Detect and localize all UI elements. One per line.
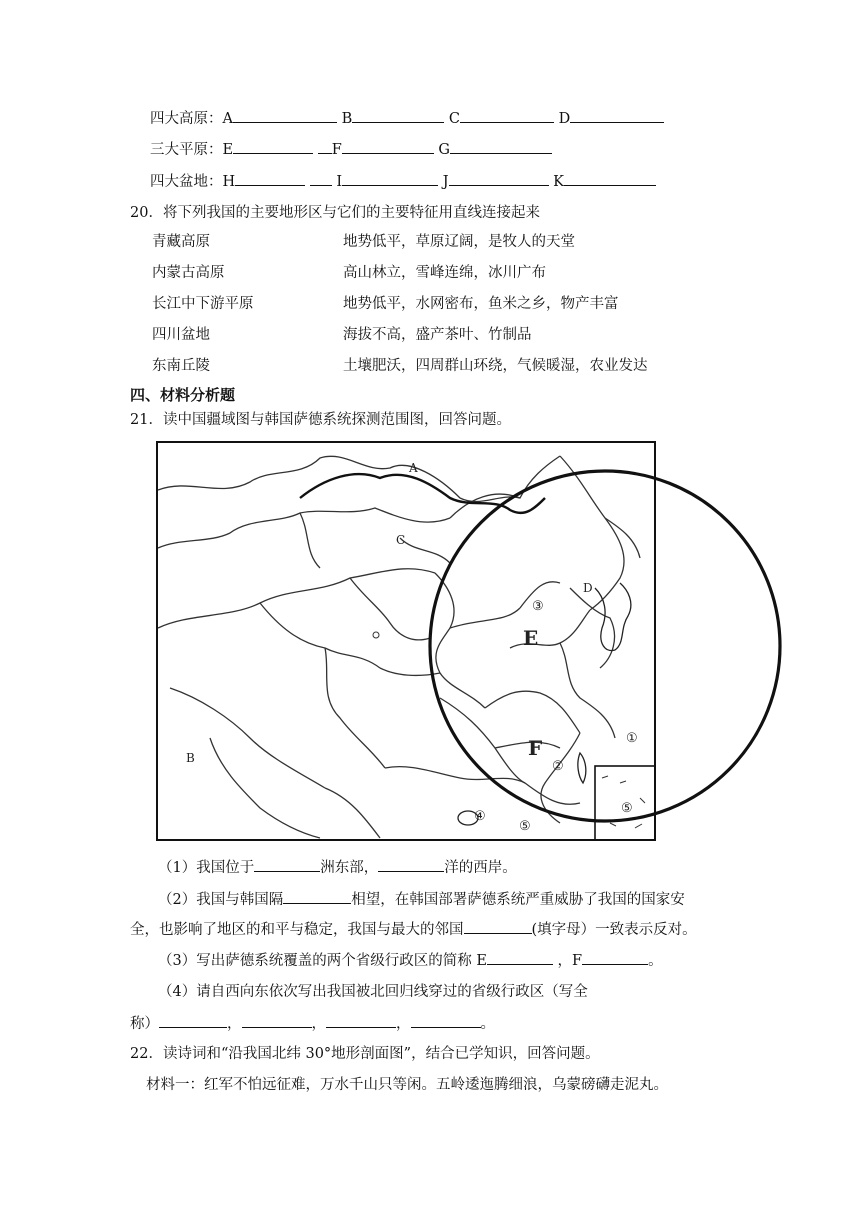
blank-ocean[interactable] [378, 857, 444, 872]
label-f: F [528, 736, 543, 760]
q20-region[interactable]: 内蒙古高原 [152, 265, 225, 281]
plain-letter-g: G [438, 142, 450, 158]
label-n3: ③ [532, 599, 544, 614]
q19-plateaus-label: 四大高原： [150, 111, 223, 127]
basin-letter-j: J [442, 174, 449, 190]
blank-basin-h[interactable] [235, 171, 305, 186]
basin-letter-i: I [336, 174, 343, 190]
blank-plain-g[interactable] [450, 139, 552, 154]
blank-plateau-a[interactable] [233, 108, 337, 123]
blank-sea[interactable] [283, 889, 351, 904]
label-e: E [523, 626, 539, 650]
q19-basins-line [150, 170, 656, 191]
q20-feature[interactable]: 地势低平，水网密布，鱼米之乡，物产丰富 [343, 296, 619, 312]
blank-plateau-d[interactable] [570, 108, 664, 123]
q21-p2b: 全，也影响了地区的和平与稳定，我国与最大的邻国 (填字母）一致表示反对。 [130, 918, 697, 939]
label-n2: ② [552, 759, 564, 774]
blank-f[interactable] [582, 950, 648, 965]
q19-plateaus-line [150, 107, 664, 128]
blank-prov1[interactable] [159, 1013, 227, 1028]
label-n5a: ⑤ [519, 819, 531, 834]
basin-letter-h: H [222, 174, 236, 190]
section-title: 四、材料分析题 [130, 386, 236, 404]
blank-prov2[interactable] [242, 1013, 312, 1028]
q21-p4a: （4）请自西向东依次写出我国被北回归线穿过的省级行政区（写全 [158, 984, 588, 1000]
label-n5b: ⑤ [621, 801, 633, 816]
blank-plateau-c[interactable] [460, 108, 554, 123]
q19-basins-label: 四大盆地： [150, 174, 223, 190]
blank-basin-j[interactable] [449, 171, 549, 186]
blank-prov4[interactable] [411, 1013, 481, 1028]
q20-region[interactable]: 青藏高原 [152, 234, 210, 250]
q21-p4b: 称） ， ， ， 。 [130, 1012, 495, 1033]
plateau-letter-d: D [558, 111, 571, 127]
blank-prov3[interactable] [326, 1013, 396, 1028]
q19-plains-label: 三大平原： [150, 142, 223, 158]
label-n1: ① [626, 731, 638, 746]
q20-region[interactable]: 长江中下游平原 [152, 296, 254, 312]
q20-feature[interactable]: 高山林立，雪峰连绵，冰川广布 [343, 265, 546, 281]
q22-title: 22．读诗词和“沿我国北纬 30°地形剖面图”，结合已学知识，回答问题。 [130, 1046, 600, 1062]
china-map [150, 438, 785, 848]
q20-feature[interactable]: 地势低平，草原辽阔，是牧人的天堂 [343, 234, 575, 250]
plain-letter-e: E [222, 142, 234, 158]
blank-plain-e[interactable] [233, 139, 313, 154]
label-c: C [396, 533, 406, 547]
label-d: D [583, 581, 593, 595]
blank-plain-e2[interactable] [318, 139, 332, 154]
blank-basin-i[interactable] [342, 171, 438, 186]
blank-e[interactable] [487, 950, 553, 965]
plain-letter-f: F [331, 142, 342, 158]
q21-p1: （1）我国位于 洲东部， 洋的西岸。 [158, 856, 517, 877]
q20-title: 20．将下列我国的主要地形区与它们的主要特征用直线连接起来 [130, 205, 540, 221]
q22-material1: 材料一：红军不怕远征难，万水千山只等闲。五岭逶迤腾细浪，乌蒙磅礴走泥丸。 [146, 1077, 668, 1093]
blank-basin-h2[interactable] [310, 171, 332, 186]
q21-p3: （3）写出萨德系统覆盖的两个省级行政区的简称 E ，F 。 [158, 949, 663, 970]
label-a: A [409, 461, 418, 475]
q20-region[interactable]: 四川盆地 [152, 327, 210, 343]
q19-plains-line [150, 138, 552, 159]
blank-basin-k[interactable] [564, 171, 656, 186]
q20-region[interactable]: 东南丘陵 [152, 358, 210, 374]
map-frame [157, 442, 655, 840]
label-b: B [186, 751, 195, 765]
q20-feature[interactable]: 土壤肥沃，四周群山环绕，气候暖湿，农业发达 [343, 358, 648, 374]
basin-letter-k: K [553, 174, 564, 190]
plateau-letter-a: A [222, 111, 233, 127]
q21-title: 21．读中国疆域图与韩国萨德系统探测范围图，回答问题。 [130, 412, 511, 428]
q21-p2a: （2）我国与韩国隔 相望，在韩国部署萨德系统严重威胁了我国的国家安 [158, 888, 685, 909]
blank-plateau-b[interactable] [352, 108, 444, 123]
q20-feature[interactable]: 海拔不高，盛产茶叶、竹制品 [343, 327, 532, 343]
label-n4: ④ [474, 809, 486, 824]
plateau-letter-c: C [448, 111, 460, 127]
blank-neighbor[interactable] [464, 919, 532, 934]
plateau-letter-b: B [341, 111, 353, 127]
blank-continent[interactable] [254, 857, 320, 872]
blank-plain-f[interactable] [342, 139, 434, 154]
